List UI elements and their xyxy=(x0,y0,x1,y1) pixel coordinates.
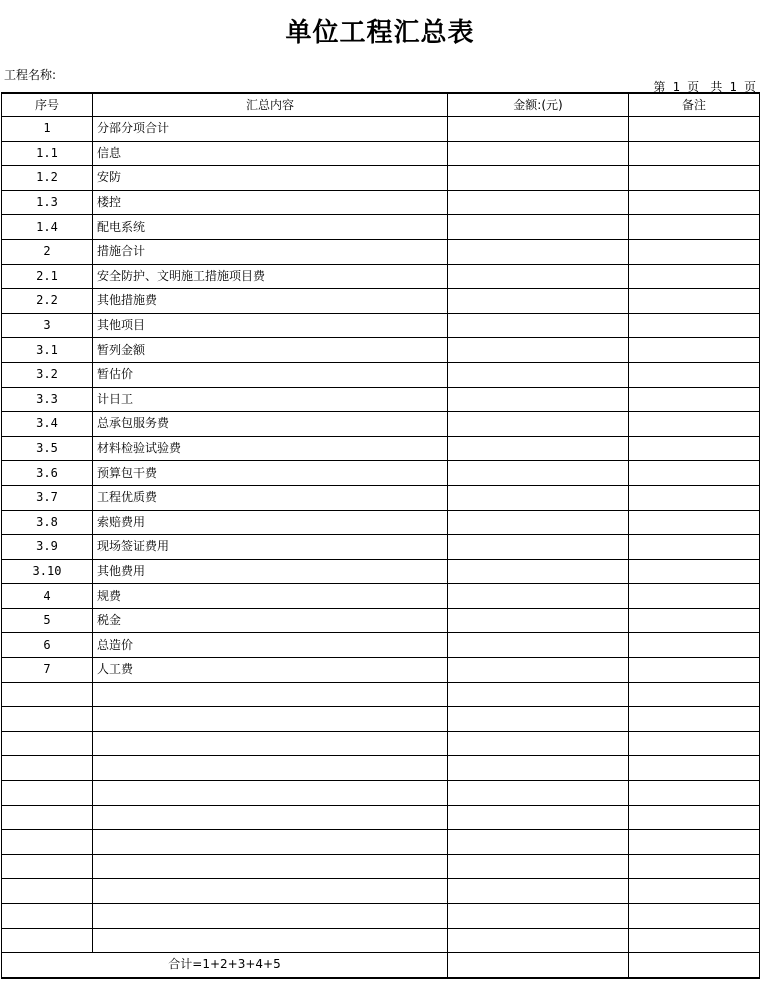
row-index: 4 xyxy=(2,584,93,609)
row-content: 工程优质费 xyxy=(93,485,448,510)
row-remark-cell[interactable] xyxy=(629,215,760,240)
blank-amount-cell[interactable] xyxy=(448,805,629,830)
row-amount-cell[interactable] xyxy=(448,559,629,584)
blank-row xyxy=(2,805,760,830)
row-index: 1.4 xyxy=(2,215,93,240)
table-row xyxy=(2,510,760,535)
blank-amount-cell[interactable] xyxy=(448,756,629,781)
row-amount-cell[interactable] xyxy=(448,436,629,461)
row-amount-cell[interactable] xyxy=(448,289,629,314)
blank-remark-cell[interactable] xyxy=(629,830,760,855)
row-remark-cell[interactable] xyxy=(629,633,760,658)
blank-index-cell[interactable] xyxy=(2,707,93,732)
row-amount-cell[interactable] xyxy=(448,633,629,658)
blank-amount-cell[interactable] xyxy=(448,830,629,855)
row-amount-cell[interactable] xyxy=(448,190,629,215)
row-amount-cell[interactable] xyxy=(448,239,629,264)
row-amount-cell[interactable] xyxy=(448,338,629,363)
blank-content-cell[interactable] xyxy=(93,781,448,806)
blank-content-cell[interactable] xyxy=(93,928,448,953)
blank-index-cell[interactable] xyxy=(2,731,93,756)
row-remark-cell[interactable] xyxy=(629,412,760,437)
row-content: 安全防护、文明施工措施项目费 xyxy=(93,264,448,289)
blank-index-cell[interactable] xyxy=(2,879,93,904)
row-content: 暂估价 xyxy=(93,362,448,387)
table-row xyxy=(2,658,760,683)
blank-index-cell[interactable] xyxy=(2,854,93,879)
row-amount-cell[interactable] xyxy=(448,658,629,683)
row-remark-cell[interactable] xyxy=(629,239,760,264)
row-index: 3.8 xyxy=(2,510,93,535)
row-content: 配电系统 xyxy=(93,215,448,240)
table-row xyxy=(2,387,760,412)
blank-row xyxy=(2,756,760,781)
blank-row xyxy=(2,830,760,855)
blank-remark-cell[interactable] xyxy=(629,928,760,953)
row-content: 其他项目 xyxy=(93,313,448,338)
row-remark-cell[interactable] xyxy=(629,141,760,166)
row-index: 2.1 xyxy=(2,264,93,289)
table-row xyxy=(2,264,760,289)
row-content: 计日工 xyxy=(93,387,448,412)
row-amount-cell[interactable] xyxy=(448,166,629,191)
row-remark-cell[interactable] xyxy=(629,166,760,191)
table-row xyxy=(2,166,760,191)
row-index: 2.2 xyxy=(2,289,93,314)
row-index: 3.1 xyxy=(2,338,93,363)
blank-amount-cell[interactable] xyxy=(448,904,629,929)
row-amount-cell[interactable] xyxy=(448,510,629,535)
row-remark-cell[interactable] xyxy=(629,559,760,584)
column-header-index: 序号 xyxy=(2,93,93,117)
row-index: 1.3 xyxy=(2,190,93,215)
table-row xyxy=(2,559,760,584)
blank-amount-cell[interactable] xyxy=(448,781,629,806)
blank-index-cell[interactable] xyxy=(2,830,93,855)
blank-index-cell[interactable] xyxy=(2,904,93,929)
blank-content-cell[interactable] xyxy=(93,805,448,830)
table-row xyxy=(2,608,760,633)
blank-index-cell[interactable] xyxy=(2,928,93,953)
row-amount-cell[interactable] xyxy=(448,264,629,289)
row-index: 6 xyxy=(2,633,93,658)
row-remark-cell[interactable] xyxy=(629,608,760,633)
table-body xyxy=(2,117,760,953)
row-index: 3.7 xyxy=(2,485,93,510)
row-content: 规费 xyxy=(93,584,448,609)
row-index: 3.4 xyxy=(2,412,93,437)
row-content: 预算包干费 xyxy=(93,461,448,486)
row-remark-cell[interactable] xyxy=(629,510,760,535)
row-remark-cell[interactable] xyxy=(629,313,760,338)
row-content: 现场签证费用 xyxy=(93,535,448,560)
row-remark-cell[interactable] xyxy=(629,264,760,289)
row-remark-cell[interactable] xyxy=(629,387,760,412)
total-amount-cell[interactable] xyxy=(448,953,629,978)
row-content: 总造价 xyxy=(93,633,448,658)
blank-index-cell[interactable] xyxy=(2,781,93,806)
row-remark-cell[interactable] xyxy=(629,461,760,486)
blank-index-cell[interactable] xyxy=(2,805,93,830)
row-amount-cell[interactable] xyxy=(448,215,629,240)
row-amount-cell[interactable] xyxy=(448,461,629,486)
row-index: 3.6 xyxy=(2,461,93,486)
blank-amount-cell[interactable] xyxy=(448,854,629,879)
row-remark-cell[interactable] xyxy=(629,190,760,215)
table-header-row xyxy=(2,93,760,117)
row-index: 7 xyxy=(2,658,93,683)
row-remark-cell[interactable] xyxy=(629,436,760,461)
row-amount-cell[interactable] xyxy=(448,412,629,437)
table-row xyxy=(2,313,760,338)
blank-row xyxy=(2,707,760,732)
column-header-amount: 金额:(元) xyxy=(448,93,629,117)
row-index: 3 xyxy=(2,313,93,338)
blank-row xyxy=(2,928,760,953)
table-row xyxy=(2,289,760,314)
row-content: 人工费 xyxy=(93,658,448,683)
row-content: 楼控 xyxy=(93,190,448,215)
table-row xyxy=(2,535,760,560)
blank-row xyxy=(2,682,760,707)
table-row xyxy=(2,461,760,486)
row-remark-cell[interactable] xyxy=(629,485,760,510)
row-index: 3.3 xyxy=(2,387,93,412)
blank-content-cell[interactable] xyxy=(93,830,448,855)
table-row xyxy=(2,633,760,658)
blank-index-cell[interactable] xyxy=(2,756,93,781)
blank-content-cell[interactable] xyxy=(93,707,448,732)
summary-table xyxy=(1,92,760,979)
row-amount-cell[interactable] xyxy=(448,584,629,609)
row-amount-cell[interactable] xyxy=(448,141,629,166)
blank-amount-cell[interactable] xyxy=(448,879,629,904)
table-row xyxy=(2,485,760,510)
table-row xyxy=(2,141,760,166)
row-index: 1.1 xyxy=(2,141,93,166)
row-amount-cell[interactable] xyxy=(448,535,629,560)
blank-row xyxy=(2,854,760,879)
blank-row xyxy=(2,904,760,929)
page-number: 第 1 页 xyxy=(653,80,700,94)
row-content: 安防 xyxy=(93,166,448,191)
table-row xyxy=(2,215,760,240)
row-remark-cell[interactable] xyxy=(629,584,760,609)
blank-content-cell[interactable] xyxy=(93,731,448,756)
blank-remark-cell[interactable] xyxy=(629,707,760,732)
table-row xyxy=(2,338,760,363)
row-remark-cell[interactable] xyxy=(629,658,760,683)
blank-amount-cell[interactable] xyxy=(448,731,629,756)
row-content: 材料检验试验费 xyxy=(93,436,448,461)
row-content: 其他措施费 xyxy=(93,289,448,314)
row-amount-cell[interactable] xyxy=(448,608,629,633)
blank-remark-cell[interactable] xyxy=(629,731,760,756)
blank-row xyxy=(2,879,760,904)
row-index: 3.5 xyxy=(2,436,93,461)
blank-amount-cell[interactable] xyxy=(448,928,629,953)
total-row xyxy=(2,953,760,978)
table-row xyxy=(2,412,760,437)
row-remark-cell[interactable] xyxy=(629,535,760,560)
row-remark-cell[interactable] xyxy=(629,338,760,363)
column-header-remark: 备注 xyxy=(629,93,760,117)
blank-remark-cell[interactable] xyxy=(629,854,760,879)
blank-remark-cell[interactable] xyxy=(629,904,760,929)
row-content: 索赔费用 xyxy=(93,510,448,535)
row-index: 5 xyxy=(2,608,93,633)
blank-amount-cell[interactable] xyxy=(448,682,629,707)
blank-remark-cell[interactable] xyxy=(629,756,760,781)
row-amount-cell[interactable] xyxy=(448,117,629,142)
blank-content-cell[interactable] xyxy=(93,904,448,929)
blank-amount-cell[interactable] xyxy=(448,707,629,732)
blank-content-cell[interactable] xyxy=(93,682,448,707)
column-header-content: 汇总内容 xyxy=(93,93,448,117)
total-remark-cell[interactable] xyxy=(629,953,760,978)
table-row xyxy=(2,436,760,461)
row-remark-cell[interactable] xyxy=(629,362,760,387)
row-remark-cell[interactable] xyxy=(629,117,760,142)
row-index: 3.2 xyxy=(2,362,93,387)
blank-remark-cell[interactable] xyxy=(629,805,760,830)
blank-remark-cell[interactable] xyxy=(629,682,760,707)
row-amount-cell[interactable] xyxy=(448,485,629,510)
table-row xyxy=(2,584,760,609)
row-content: 暂列金额 xyxy=(93,338,448,363)
row-amount-cell[interactable] xyxy=(448,313,629,338)
row-index: 1.2 xyxy=(2,166,93,191)
row-content: 总承包服务费 xyxy=(93,412,448,437)
total-label: 合计=1+2+3+4+5 xyxy=(2,953,448,978)
row-content: 其他费用 xyxy=(93,559,448,584)
blank-content-cell[interactable] xyxy=(93,854,448,879)
page-title: 单位工程汇总表 xyxy=(285,18,475,48)
row-content: 分部分项合计 xyxy=(93,117,448,142)
row-index: 2 xyxy=(2,239,93,264)
blank-content-cell[interactable] xyxy=(93,879,448,904)
row-content: 措施合计 xyxy=(93,239,448,264)
blank-remark-cell[interactable] xyxy=(629,879,760,904)
row-remark-cell[interactable] xyxy=(629,289,760,314)
table-row xyxy=(2,362,760,387)
page-total: 共 1 页 xyxy=(710,80,756,94)
blank-index-cell[interactable] xyxy=(2,682,93,707)
blank-content-cell[interactable] xyxy=(93,756,448,781)
table-row xyxy=(2,117,760,142)
blank-row xyxy=(2,781,760,806)
table-row xyxy=(2,239,760,264)
blank-row xyxy=(2,731,760,756)
row-index: 3.10 xyxy=(2,559,93,584)
blank-remark-cell[interactable] xyxy=(629,781,760,806)
project-name-label: 工程名称: xyxy=(4,68,57,82)
row-content: 信息 xyxy=(93,141,448,166)
row-index: 3.9 xyxy=(2,535,93,560)
row-index: 1 xyxy=(2,117,93,142)
row-amount-cell[interactable] xyxy=(448,362,629,387)
table-row xyxy=(2,190,760,215)
row-content: 税金 xyxy=(93,608,448,633)
row-amount-cell[interactable] xyxy=(448,387,629,412)
